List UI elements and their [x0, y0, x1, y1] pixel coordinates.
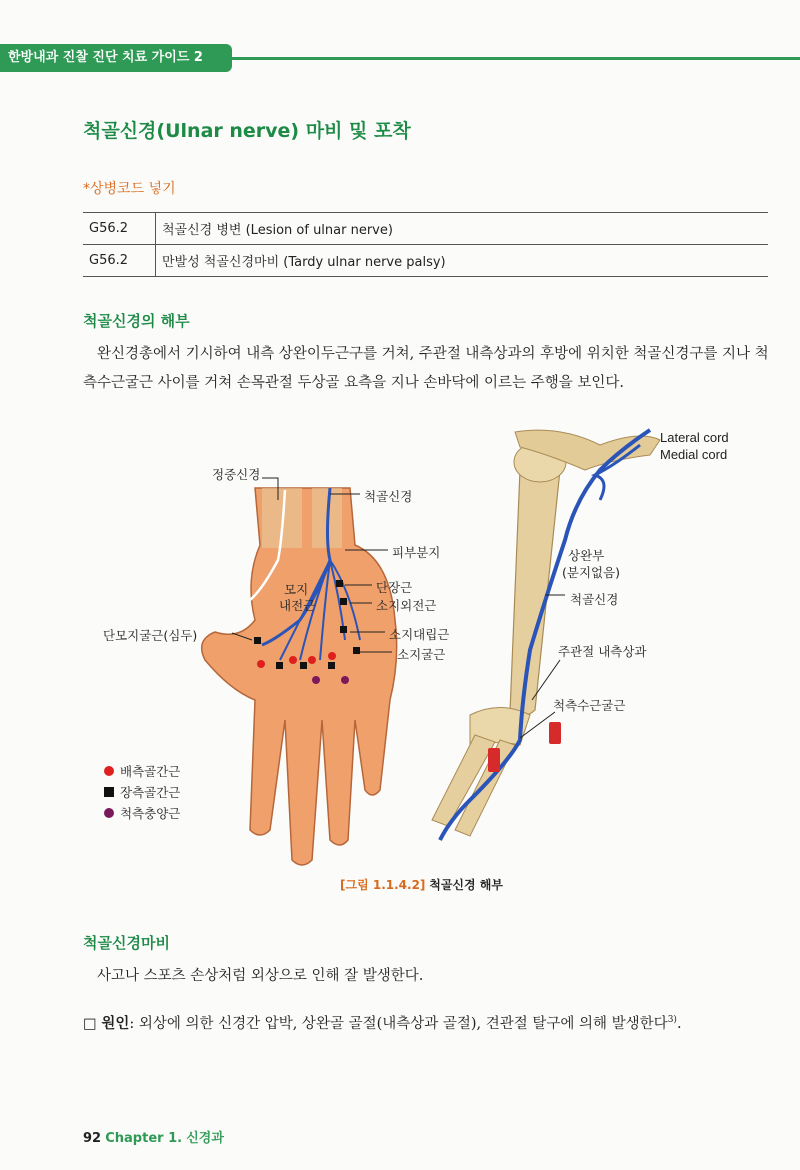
muscle-marker: [353, 647, 360, 654]
anatomy-text: 완신경총에서 기시하여 내측 상완이두근구를 거쳐, 주관절 내측상과의 후방에 위치한 척골신경구를 지나 척측수근굴근 사이를 거쳐 손목관절 두상골 요측을 지나 손바닥에 이르는 주행을 보인다.: [83, 346, 769, 391]
muscle-marker: [328, 652, 336, 660]
no-branch-label: (분지없음): [562, 565, 621, 580]
muscle-marker: [276, 662, 283, 669]
muscle-marker: [289, 656, 297, 664]
fcu-block: [488, 748, 500, 772]
page-footer: [83, 1127, 224, 1146]
legend-item: 배측골간근: [104, 762, 180, 780]
hand-illustration: [202, 488, 397, 865]
desc-cell: 만발성 척골신경마비 (Tardy ulnar nerve palsy): [156, 245, 769, 277]
muscle-marker: [308, 656, 316, 664]
fcu-label: 척측수근굴근: [553, 698, 626, 713]
figure-caption: [그림 1.1.4.2] 척골신경 해부: [340, 878, 503, 892]
epicondyle-label: 주관절 내측상과: [558, 644, 647, 659]
muscle-marker: [328, 662, 335, 669]
code-cell: G56.2: [83, 245, 156, 277]
muscle-marker: [257, 660, 265, 668]
palmaris-label: 단장근: [376, 580, 413, 595]
muscle-marker: [340, 598, 347, 605]
muscle-marker: [336, 580, 343, 587]
ulnar-nerve-label: 척골신경: [364, 489, 413, 504]
desc-cell: 척골신경 병변 (Lesion of ulnar nerve): [156, 213, 769, 245]
muscle-marker: [300, 662, 307, 669]
muscle-marker: [341, 676, 349, 684]
cause-line: □ 원인: 외상에 의한 신경간 압박, 상완골 골절(내측상과 골절), 견관절 탈구에 의해 발생한다$^{3)}$.: [83, 1015, 682, 1032]
legend-item: 척측충양근: [104, 804, 180, 822]
page-title: 척골신경(Ulnar nerve) 마비 및 포착: [83, 120, 411, 142]
palsy-heading: 척골신경마비: [83, 934, 170, 952]
opponens-label: 소지대립근: [389, 627, 450, 642]
running-header: 한방내과 진찰 진단 치료 가이드 2: [0, 44, 232, 72]
adductor-label: 내전근: [279, 598, 316, 613]
muscle-marker: [312, 676, 320, 684]
abductor-label: 소지외전근: [376, 598, 437, 613]
legend-item: 장측골간근: [104, 783, 180, 801]
red-circle-icon: [104, 766, 114, 776]
arm-bones: [432, 430, 660, 836]
chapter-title: 신경과: [186, 1131, 224, 1146]
black-square-icon: [104, 787, 114, 797]
code-cell: G56.2: [83, 213, 156, 245]
cutaneous-branch-label: 피부분지: [392, 545, 441, 560]
muscle-marker: [340, 626, 347, 633]
fcu-block: [549, 722, 561, 744]
upper-arm-label: 상완부: [568, 548, 605, 563]
arm-ulnar-label: 척골신경: [570, 592, 619, 607]
code-heading: *상병코드 넣기: [83, 181, 176, 197]
chapter-label: Chapter 1.: [105, 1131, 183, 1146]
muscle-marker: [254, 637, 261, 644]
fpb-label: 단모지굴근(심두): [103, 628, 198, 643]
palsy-text: 사고나 스포츠 손상처럼 외상으로 인해 잘 발생한다.: [97, 968, 424, 984]
thenar-label: 모지: [284, 582, 309, 597]
page-number: 92: [83, 1131, 102, 1146]
lateral-cord-label: Lateral cord: [660, 430, 729, 445]
median-nerve-label: 정중신경: [212, 467, 261, 482]
purple-circle-icon: [104, 808, 114, 818]
medial-cord-label: Medial cord: [660, 447, 728, 462]
flexor-label: 소지굴근: [397, 647, 446, 662]
anatomy-heading: 척골신경의 해부: [83, 312, 190, 330]
